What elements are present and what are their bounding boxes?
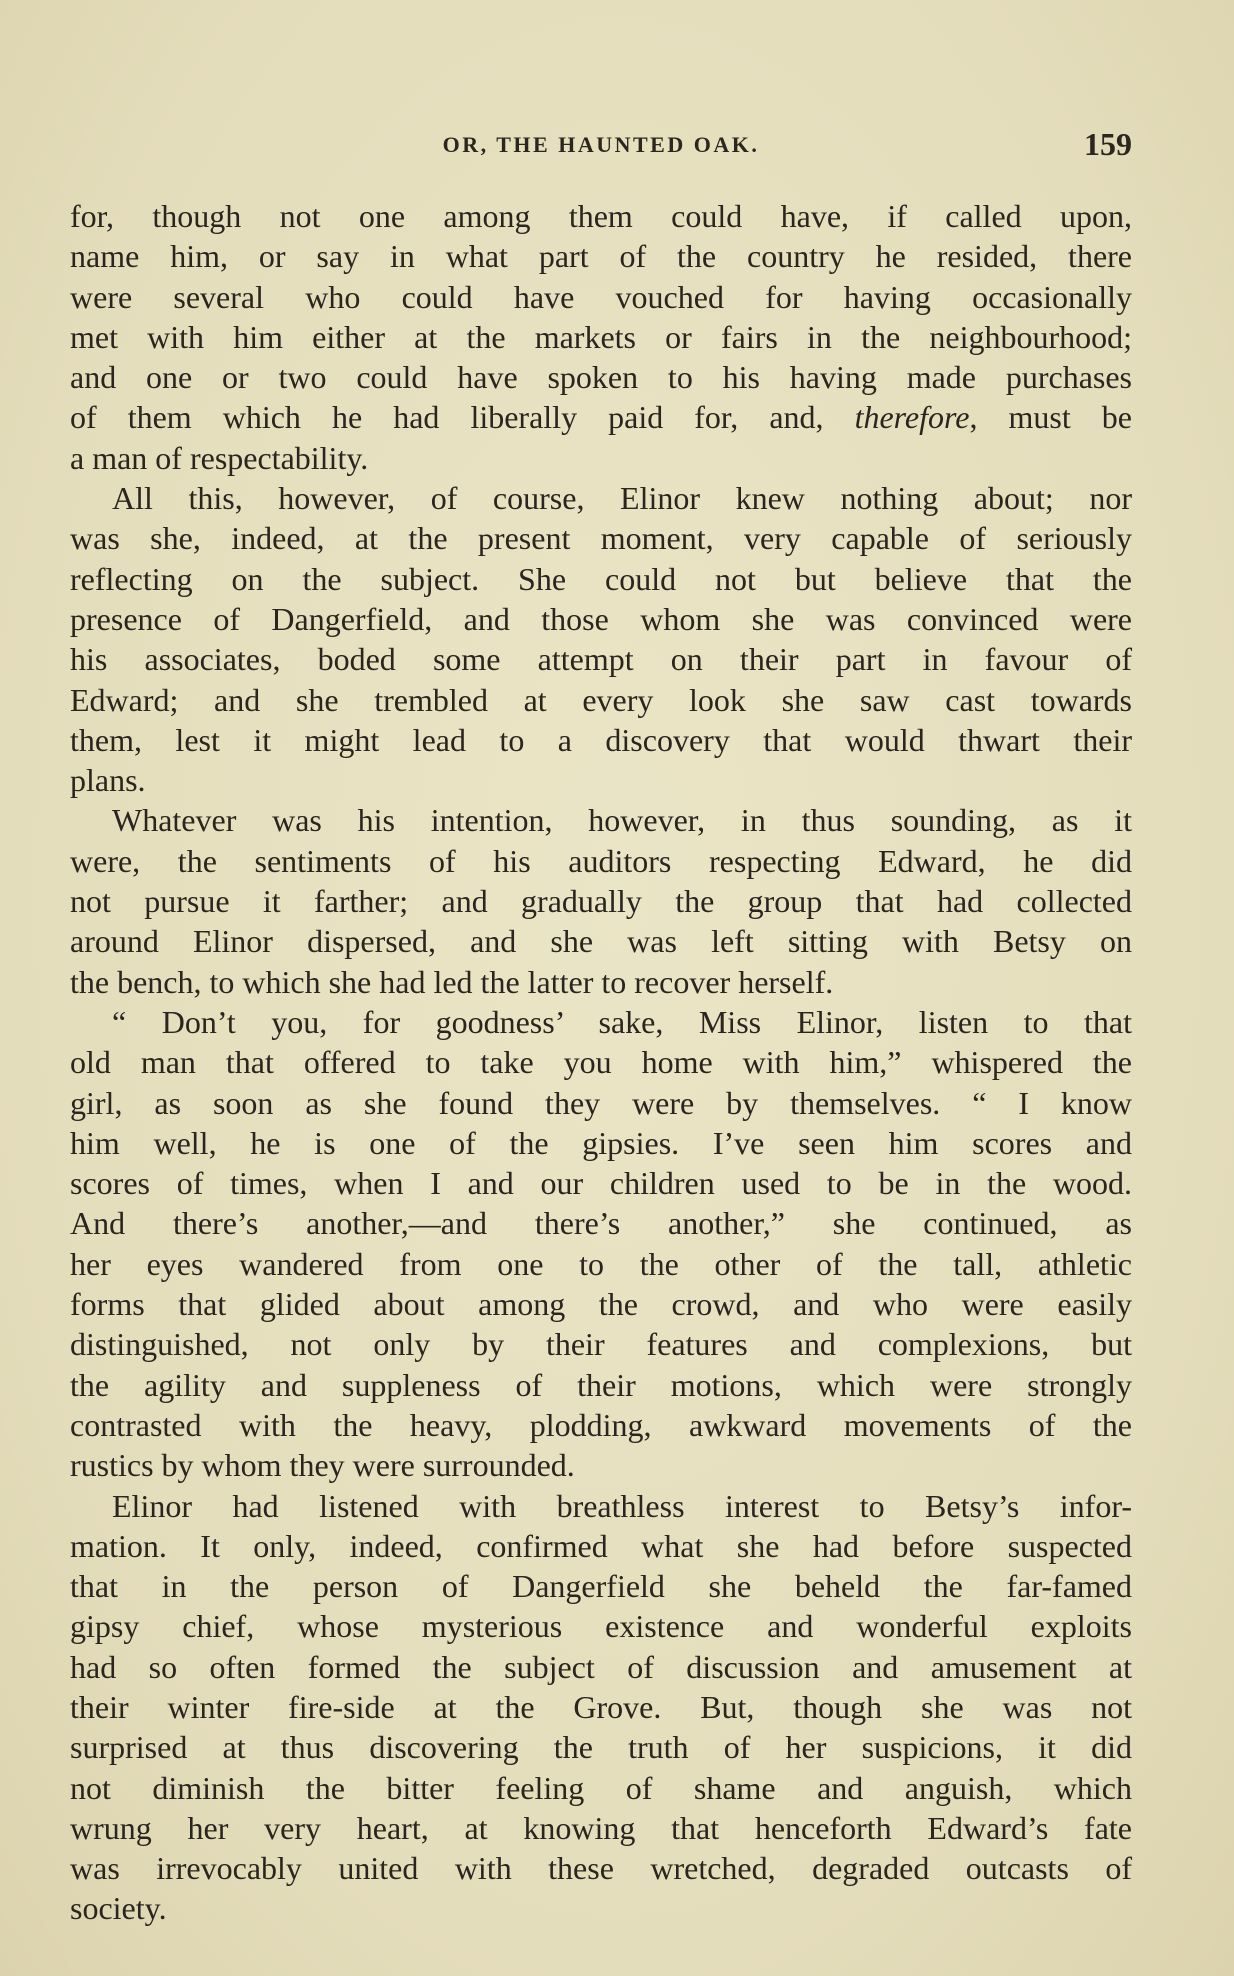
- text-line: Edward; and she trembled at every look she saw cast towards: [70, 681, 1132, 718]
- text-line: distinguished, not only by their features and complexions, but: [70, 1326, 1132, 1363]
- text-line: reflecting on the subject. She could not but believe that the: [70, 560, 1132, 597]
- text-line: Whatever was his intention, however, in thus sounding, as it: [112, 802, 1132, 839]
- text-line: Elinor had listened with breathless interest to Betsy’s infor-: [112, 1487, 1132, 1524]
- text-segment: , must be: [969, 399, 1133, 436]
- text-line: his associates, boded some attempt on their part in favour of: [70, 641, 1132, 678]
- text-line: him well, he is one of the gipsies. I’ve seen him scores and: [70, 1124, 1132, 1161]
- text-line: old man that offered to take you home with him,” whispered the: [70, 1044, 1132, 1081]
- text-line: All this, however, of course, Elinor knew nothing about; nor: [112, 480, 1132, 517]
- text-line: their winter fire-side at the Grove. But, though she was not: [70, 1688, 1132, 1725]
- text-line: that in the person of Dangerfield she beheld the far-famed: [70, 1568, 1132, 1605]
- text-line: And there’s another,—and there’s another,” she continued, as: [70, 1205, 1132, 1242]
- text-line: and one or two could have spoken to his having made purchases: [70, 359, 1132, 396]
- running-title: OR, THE HAUNTED OAK.: [442, 132, 760, 157]
- text-line: mation. It only, indeed, confirmed what she had before suspected: [70, 1527, 1132, 1564]
- text-line: the agility and suppleness of their motions, which were strongly: [70, 1366, 1132, 1403]
- text-line: not pursue it farther; and gradually the group that had collected: [70, 883, 1132, 920]
- text-line: forms that glided about among the crowd, and who were easily: [70, 1286, 1132, 1323]
- text-line: society.: [70, 1890, 167, 1927]
- body-text: [70, 196, 1132, 1929]
- text-line: met with him either at the markets or fairs in the neighbourhood;: [70, 318, 1132, 355]
- text-line: not diminish the bitter feeling of shame and anguish, which: [70, 1769, 1132, 1806]
- text-line: [70, 397, 1132, 437]
- text-line: her eyes wandered from one to the other of the tall, athletic: [70, 1245, 1132, 1282]
- text-line: surprised at thus discovering the truth of her suspicions, it did: [70, 1729, 1132, 1766]
- text-line: a man of respectability.: [70, 439, 369, 476]
- text-line: presence of Dangerfield, and those whom she was convinced were: [70, 600, 1132, 637]
- text-line: was irrevocably united with these wretched, degraded outcasts of: [70, 1850, 1132, 1887]
- text-line: were, the sentiments of his auditors respecting Edward, he did: [70, 842, 1132, 879]
- text-line: “ Don’t you, for goodness’ sake, Miss Elinor, listen to that: [112, 1003, 1132, 1040]
- italic-word: therefore: [854, 399, 970, 436]
- running-head: [70, 126, 1132, 166]
- text-line: gipsy chief, whose mysterious existence and wonderful exploits: [70, 1608, 1132, 1645]
- text-segment: of them which he had liberally paid for, and,: [70, 399, 855, 436]
- text-line: for, though not one among them could have, if called upon,: [70, 198, 1132, 234]
- text-line: the bench, to which she had led the latter to recover herself.: [70, 963, 834, 1000]
- text-line: scores of times, when I and our children used to be in the wood.: [70, 1165, 1132, 1202]
- text-line: were several who could have vouched for having occasionally: [70, 278, 1132, 315]
- text-line: contrasted with the heavy, plodding, awkward movements of the: [70, 1406, 1132, 1443]
- text-line: girl, as soon as she found they were by themselves. “ I know: [70, 1084, 1132, 1121]
- text-line: them, lest it might lead to a discovery that would thwart their: [70, 721, 1132, 758]
- text-line: plans.: [70, 762, 146, 799]
- text-line: name him, or say in what part of the country he resided, there: [70, 238, 1132, 275]
- text-line: wrung her very heart, at knowing that henceforth Edward’s fate: [70, 1809, 1132, 1846]
- text-line: around Elinor dispersed, and she was left sitting with Betsy on: [70, 923, 1132, 960]
- text-line: was she, indeed, at the present moment, very capable of seriously: [70, 520, 1132, 557]
- text-line: had so often formed the subject of discussion and amusement at: [70, 1648, 1132, 1685]
- page-number: 159: [1084, 126, 1132, 162]
- text-line: rustics by whom they were surrounded.: [70, 1447, 575, 1484]
